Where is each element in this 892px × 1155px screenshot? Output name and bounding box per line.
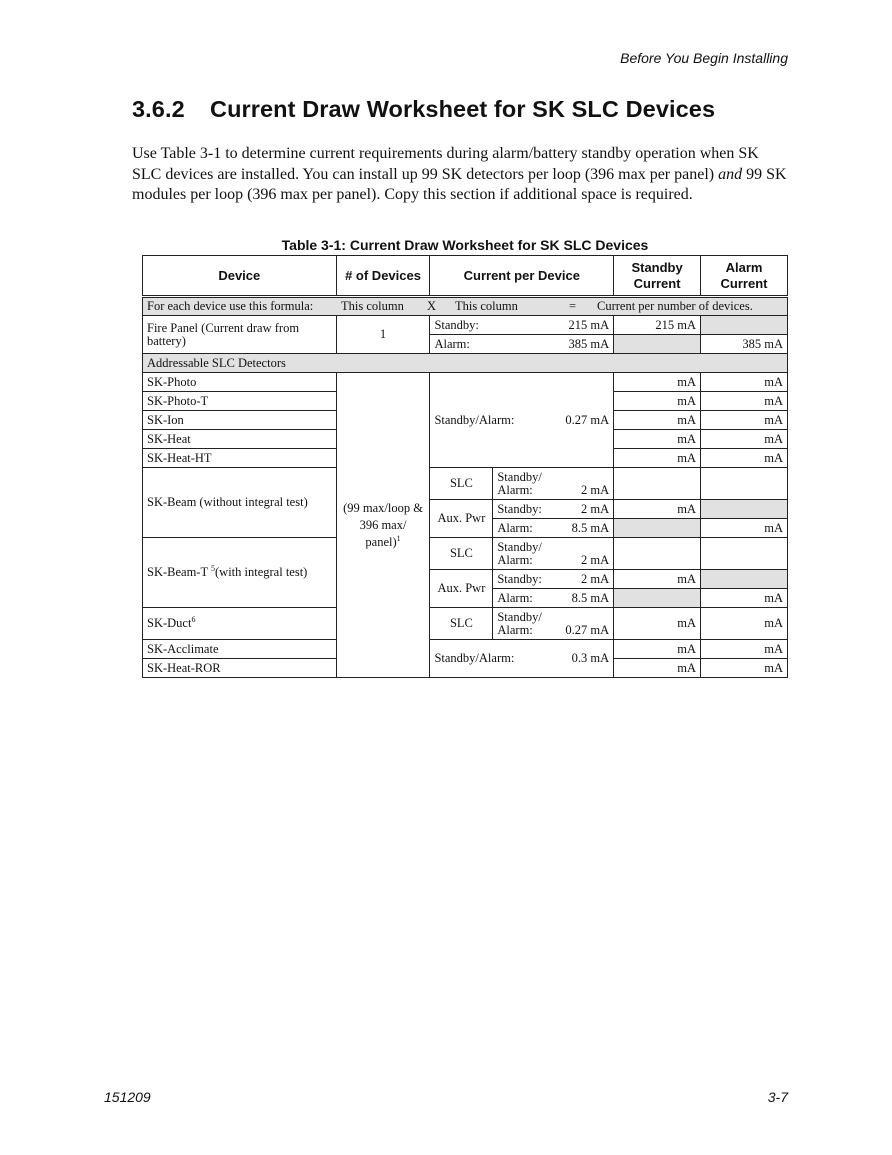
fire-panel-standby-label: Standby: <box>434 317 479 332</box>
empty-cell <box>701 468 788 500</box>
intro-emphasis: and <box>718 165 743 183</box>
table-row-sk-acclimate <box>143 640 788 659</box>
fire-panel-device: Fire Panel (Current draw from battery) <box>143 316 337 354</box>
sk-beam-t-slc: SLC <box>430 538 493 570</box>
alarm-ma: mA <box>701 430 788 449</box>
sk-beam-t-device: SK-Beam-T $^5$(with integral test) <box>143 538 337 608</box>
header-alarm-current: Alarm Current <box>701 256 788 297</box>
section-title-text: Current Draw Worksheet for SK SLC Devices <box>210 96 716 122</box>
empty-cell <box>701 538 788 570</box>
standby-ma: mA <box>614 640 701 659</box>
acclimate-group-current: Standby/Alarm: 0.3 mA <box>430 640 614 678</box>
basic-detector-current: Standby/Alarm: 0.27 mA <box>430 373 614 468</box>
sk-duct-slc-current: Standby/ Alarm: 0.27 mA <box>493 608 614 640</box>
standby-ma: mA <box>614 373 701 392</box>
table-row-sk-beam-aux-standby: Aux. Pwr Standby: 2 mA mA <box>143 500 788 519</box>
intro-part-1: Use Table 3-1 to determine current requirements during alarm/battery standby operation when SK SLC devices are installed. You can install up 99 SK detectors per loop (396 max per panel) <box>132 145 759 183</box>
fire-panel-alarm-total: 385 mA <box>701 335 788 354</box>
alarm-ma: mA <box>701 411 788 430</box>
alarm-ma: mA <box>701 640 788 659</box>
shaded-cell <box>614 589 701 608</box>
device-name: SK-Photo-T <box>143 392 337 411</box>
shaded-cell <box>701 500 788 519</box>
standby-ma: mA <box>614 392 701 411</box>
formula-label: For each device use this formula: <box>147 299 314 313</box>
running-head: Before You Begin Installing <box>620 50 788 66</box>
table-row-sk-beam-t-slc <box>143 538 788 570</box>
alarm-ma: mA <box>701 519 788 538</box>
formula-op2: = <box>569 299 577 313</box>
device-name: SK-Heat-ROR <box>143 659 337 678</box>
formula-col1: This column <box>341 299 404 313</box>
sk-beam-slc: SLC <box>430 468 493 500</box>
alarm-ma: mA <box>701 659 788 678</box>
detectors-group-label: Addressable SLC Detectors <box>143 354 788 373</box>
sk-beam-t-slc-current: Standby/ Alarm: 2 mA <box>493 538 614 570</box>
empty-cell <box>614 468 701 500</box>
header-current-per-device: Current per Device <box>430 256 614 297</box>
fire-panel-standby-value: 215 mA <box>568 317 610 332</box>
sk-beam-aux: Aux. Pwr <box>430 500 493 538</box>
intro-part-2: 99 SK modules per loop (396 max per panel). Copy this section if additional space is required. <box>132 165 787 203</box>
shaded-cell <box>614 335 701 354</box>
table-row-sk-beam-slc <box>143 468 788 500</box>
formula-op1: X <box>427 299 437 313</box>
sk-duct-slc: SLC <box>430 608 493 640</box>
alarm-ma: mA <box>701 392 788 411</box>
fire-panel-count: 1 <box>336 316 430 354</box>
formula-result: Current per number of devices. <box>597 299 753 313</box>
device-name: SK-Heat-HT <box>143 449 337 468</box>
fire-panel-standby-total: 215 mA <box>614 316 701 335</box>
standby-ma: mA <box>614 411 701 430</box>
sk-beam-slc-current: Standby/ Alarm: 2 mA <box>493 468 614 500</box>
standby-ma: mA <box>614 430 701 449</box>
header-num-devices: # of Devices <box>336 256 430 297</box>
alarm-ma: mA <box>701 449 788 468</box>
sk-beam-device: SK-Beam (without integral test) <box>143 468 337 538</box>
shaded-cell <box>701 316 788 335</box>
shaded-cell <box>614 519 701 538</box>
standby-ma: mA <box>614 500 701 519</box>
formula-cell <box>143 297 788 316</box>
fire-panel-alarm-label: Alarm: <box>434 336 470 351</box>
table-row-fire-panel-standby <box>143 316 788 335</box>
intro-paragraph <box>132 144 792 206</box>
fire-panel-alarm-value: 385 mA <box>568 336 610 351</box>
device-name: SK-Ion <box>143 411 337 430</box>
alarm-ma: mA <box>701 373 788 392</box>
standby-ma: mA <box>614 449 701 468</box>
sk-duct-device: SK-Duct$^6$ <box>143 608 337 640</box>
standby-ma: mA <box>614 659 701 678</box>
table-row-sk-beam-t-aux-standby: Aux. Pwr Standby: 2 mA mA <box>143 570 788 589</box>
table-caption: Table 3-1: Current Draw Worksheet for SK SLC Devices <box>281 237 649 253</box>
formula-col2: This column <box>455 299 518 313</box>
table-row-sk-beam-aux-alarm: Alarm: 8.5 mA mA <box>143 519 788 538</box>
formula-row <box>143 297 788 316</box>
standby-ma: mA <box>614 570 701 589</box>
current-draw-table <box>142 255 788 678</box>
alarm-ma: mA <box>701 589 788 608</box>
device-name: SK-Photo <box>143 373 337 392</box>
empty-cell <box>614 538 701 570</box>
shaded-cell <box>701 570 788 589</box>
sk-beam-t-aux: Aux. Pwr <box>430 570 493 608</box>
device-name: SK-Acclimate <box>143 640 337 659</box>
table-row-sk-duct <box>143 608 788 640</box>
header-row <box>143 256 788 297</box>
device-count-note: (99 max/loop & 396 max/ panel)$^1$ <box>336 373 430 678</box>
standby-ma: mA <box>614 608 701 640</box>
footer-page-number: 3-7 <box>767 1089 788 1105</box>
header-standby-current: Standby Current <box>614 256 701 297</box>
section-number: 3.6.2 <box>132 96 185 122</box>
section-title <box>132 96 715 123</box>
table-row-sk-beam-t-aux-alarm: Alarm: 8.5 mA mA <box>143 589 788 608</box>
table-row-detectors-group <box>143 354 788 373</box>
device-name: SK-Heat <box>143 430 337 449</box>
table-row-sk-photo <box>143 373 788 392</box>
header-device: Device <box>143 256 337 297</box>
alarm-ma: mA <box>701 608 788 640</box>
footer-doc-number: 151209 <box>104 1089 151 1105</box>
